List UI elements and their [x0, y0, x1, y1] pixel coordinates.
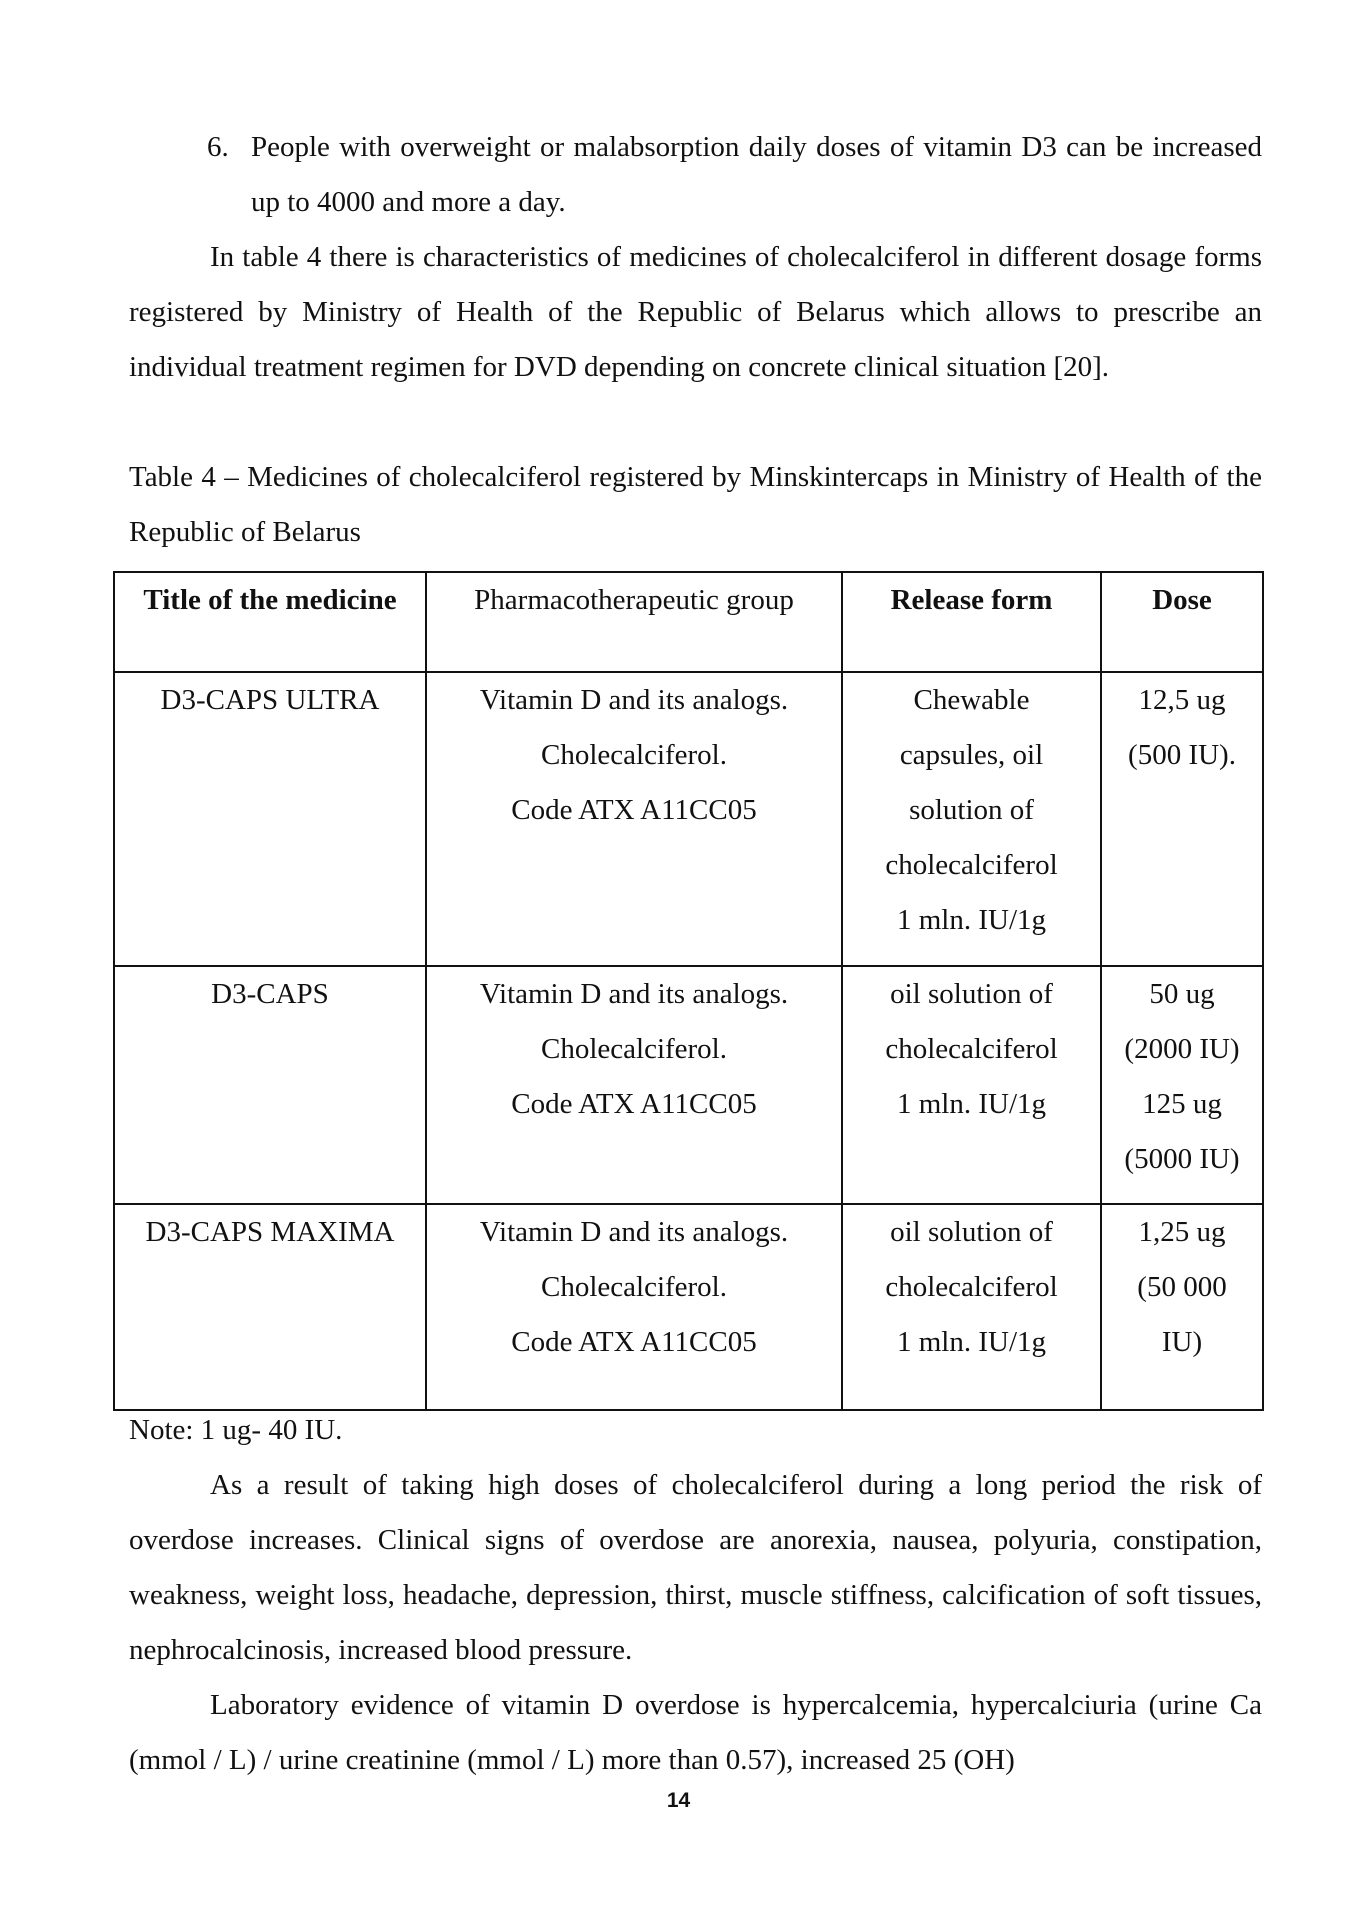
cell-dose: 12,5 ug (500 IU). [1101, 672, 1263, 966]
cell-release-form: oil solution of cholecalciferol 1 mln. IU/1g [842, 1204, 1101, 1410]
cell-title: D3-CAPS ULTRA [114, 672, 426, 966]
header-group: Pharmacotherapeutic group [426, 572, 842, 672]
cell-title: D3-CAPS MAXIMA [114, 1204, 426, 1410]
medicines-table [113, 571, 1264, 1411]
list-item-6 [207, 120, 1262, 230]
cell-group: Vitamin D and its analogs. Cholecalciferol. Code ATX A11CC05 [426, 966, 842, 1204]
table-row [114, 966, 1263, 1204]
table-row [114, 672, 1263, 966]
list-item-text: People with overweight or malabsorption daily doses of vitamin D3 can be increased up to 4000 and more a day. [251, 131, 1262, 218]
table-caption: Table 4 – Medicines of cholecalciferol registered by Minskintercaps in Ministry of Health of the Republic of Belarus [129, 461, 1262, 548]
table-row [114, 1204, 1263, 1410]
cell-dose: 50 ug (2000 IU) 125 ug (5000 IU) [1101, 966, 1263, 1204]
cell-group: Vitamin D and its analogs. Cholecalciferol. Code ATX A11CC05 [426, 1204, 842, 1410]
table-header-row [114, 572, 1263, 672]
paragraph-overdose: As a result of taking high doses of cholecalciferol during a long period the risk of overdose increases. Clinical signs of overdose are anorexia, nausea, polyuria, constipation, weakness, weight loss, headache, depression, thirst, muscle stiffness, calcification of soft tissues, nephrocalcinosis, increased blood pressure. [129, 1469, 1262, 1666]
cell-dose: 1,25 ug (50 000 IU) [1101, 1204, 1263, 1410]
header-release-form: Release form [842, 572, 1101, 672]
table-note: Note: 1 ug- 40 IU. [129, 1414, 343, 1446]
paragraph-lab-evidence: Laboratory evidence of vitamin D overdose is hypercalcemia, hypercalciuria (urine Ca (mmol / L) / urine creatinine (mmol / L) more than 0.57), increased 25 (OH) [129, 1689, 1262, 1776]
page-number: 14 [666, 1789, 691, 1812]
cell-release-form: Chewable capsules, oil solution of cholecalciferol 1 mln. IU/1g [842, 672, 1101, 966]
header-dose: Dose [1101, 572, 1263, 672]
paragraph-intro: In table 4 there is characteristics of medicines of cholecalciferol in different dosage forms registered by Ministry of Health of the Republic of Belarus which allows to prescribe an individual treatment regimen for DVD depending on concrete clinical situation [20]. [129, 241, 1262, 383]
cell-release-form: oil solution of cholecalciferol 1 mln. IU/1g [842, 966, 1101, 1204]
cell-title: D3-CAPS [114, 966, 426, 1204]
header-title: Title of the medicine [114, 572, 426, 672]
cell-group: Vitamin D and its analogs. Cholecalciferol. Code ATX A11CC05 [426, 672, 842, 966]
list-item-number: 6. [207, 131, 229, 163]
